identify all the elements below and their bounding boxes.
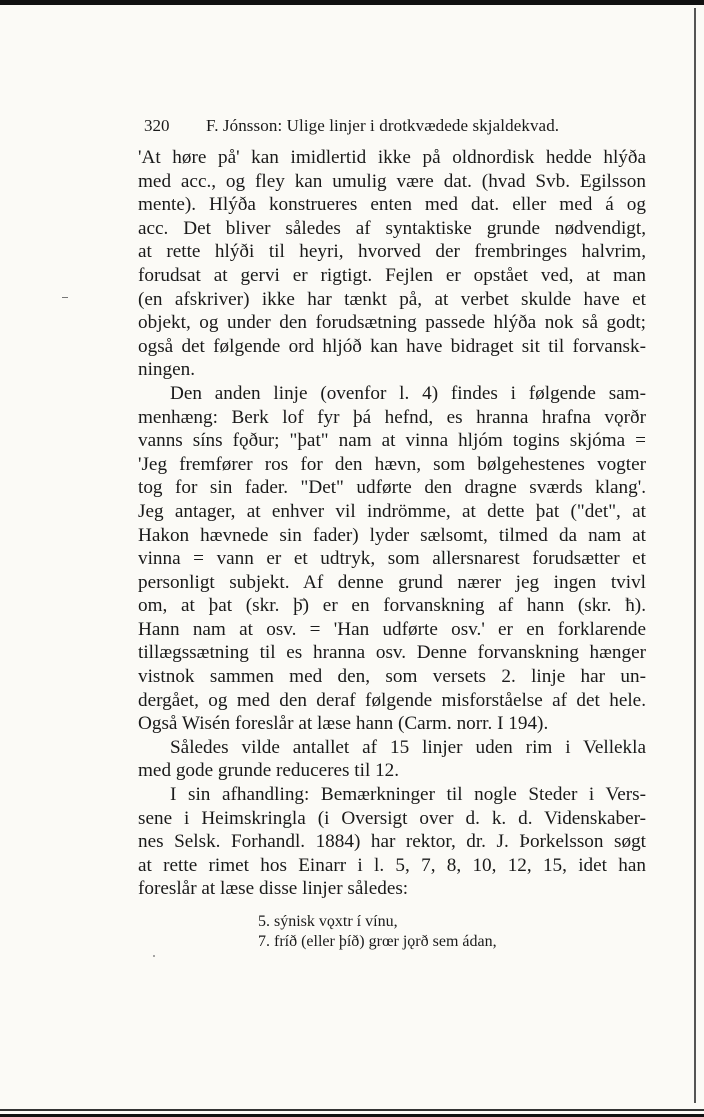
text-line: med acc., og fley kan umulig være dat. (hvad Svb. Egilsson — [138, 170, 646, 192]
text-line: I sin afhandling: Bemærkninger til nogle Steder i Vers- — [170, 784, 646, 806]
text-line: tog for sin fader. "Det" udførte den dragne sværds klang'. — [138, 477, 646, 499]
text-line: objekt, og under den forudsætning passede hlýða nok så godt; — [138, 312, 646, 334]
text-line: personligt subjekt. Af denne grund nærer jeg ingen tvivl — [138, 571, 646, 593]
verse-line: 5. sýnisk vǫxtr í vínu, — [258, 913, 398, 930]
text-line: nes Selsk. Forhandl. 1884) har rektor, dr. J. Þorkelsson søgt — [138, 831, 646, 853]
text-line: Således vilde antallet af 15 linjer uden rim i Vellekla — [170, 736, 646, 758]
right-border — [694, 8, 696, 1103]
text-line: acc. Det bliver således af syntaktiske grunde nødvendigt, — [138, 217, 646, 239]
text-line: foreslår at læse disse linjer således: — [138, 878, 409, 900]
top-border — [0, 0, 704, 5]
verse-block — [258, 912, 598, 952]
text-line: Den anden linje (ovenfor l. 4) findes i følgende sam- — [170, 382, 646, 404]
text-line: 'Jeg fremfører ros for den hævn, som bølgehestenes vogter — [138, 453, 646, 475]
text-line: Jeg antager, at enhver vil indrömme, at dette þat ("det", at — [138, 500, 646, 522]
text-line: (en afskriver) ikke har tænkt på, at verbet skulde have et — [138, 288, 646, 310]
text-line: med gode grunde reduceres til 12. — [138, 760, 400, 782]
text-line: tillægssætning til es hranna osv. Denne forvanskning hænger — [138, 642, 646, 664]
text-line: at rette hlýði til heyri, hvorved der frembringes halvrim, — [138, 241, 646, 263]
text-line: også det følgende ord hljóð kan have bidraget sit til forvansk- — [138, 335, 646, 357]
text-line: 'At høre på' kan imidlertid ikke på oldnordisk hedde hlýða — [138, 147, 646, 168]
margin-dot — [153, 955, 155, 957]
text-line: vistnok sammen med den, som versets 2. linje har un- — [138, 666, 646, 688]
text-line: vinna = vann er et udtryk, som allersnarest forudsætter et — [138, 548, 646, 570]
text-line: at rette rimet hos Einarr i l. 5, 7, 8, 10, 12, 15, idet han — [138, 854, 646, 876]
bottom-border — [0, 1109, 704, 1111]
running-title: F. Jónsson: Ulige linjer i drotkvædede skjaldekvad. — [206, 116, 560, 135]
text-line: mente). Hlýða konstrueres enten med dat. eller med á og — [138, 194, 646, 216]
text-line: Også Wisén foreslår at læse hann (Carm. norr. I 194). — [138, 713, 549, 735]
text-line: Hakon hævnede sin fader) lyder sælsomt, tilmed da nam at — [138, 524, 646, 546]
verse-line: 7. fríð (eller þíð) grœr jǫrð sem ádan, — [258, 933, 497, 950]
text-line: om, at þat (skr. þ̄) er en forvanskning af hann (skr. ħ). — [138, 595, 646, 617]
body-text — [138, 146, 646, 901]
text-line: dergået, og med den deraf følgende misforståelse af det hele. — [138, 689, 646, 711]
text-line: menhæng: Berk lof fyr þá hefnd, es hranna hrafna vǫrðr — [138, 406, 646, 428]
text-line: forudsat at gervi er rigtigt. Fejlen er opstået ved, at man — [138, 264, 646, 286]
text-line: vanns síns fǫður; "þat" nam at vinna hljóm togins skjóma = — [138, 430, 646, 452]
text-line: sene i Heimskringla (i Oversigt over d. k. d. Videnskaber- — [138, 807, 646, 829]
running-header — [144, 116, 644, 138]
text-line: ningen. — [138, 359, 196, 381]
text-line: Hann nam at osv. = 'Han udførte osv.' er en forklarende — [138, 618, 646, 640]
page-number: 320 — [144, 116, 170, 135]
margin-mark — [62, 297, 68, 298]
